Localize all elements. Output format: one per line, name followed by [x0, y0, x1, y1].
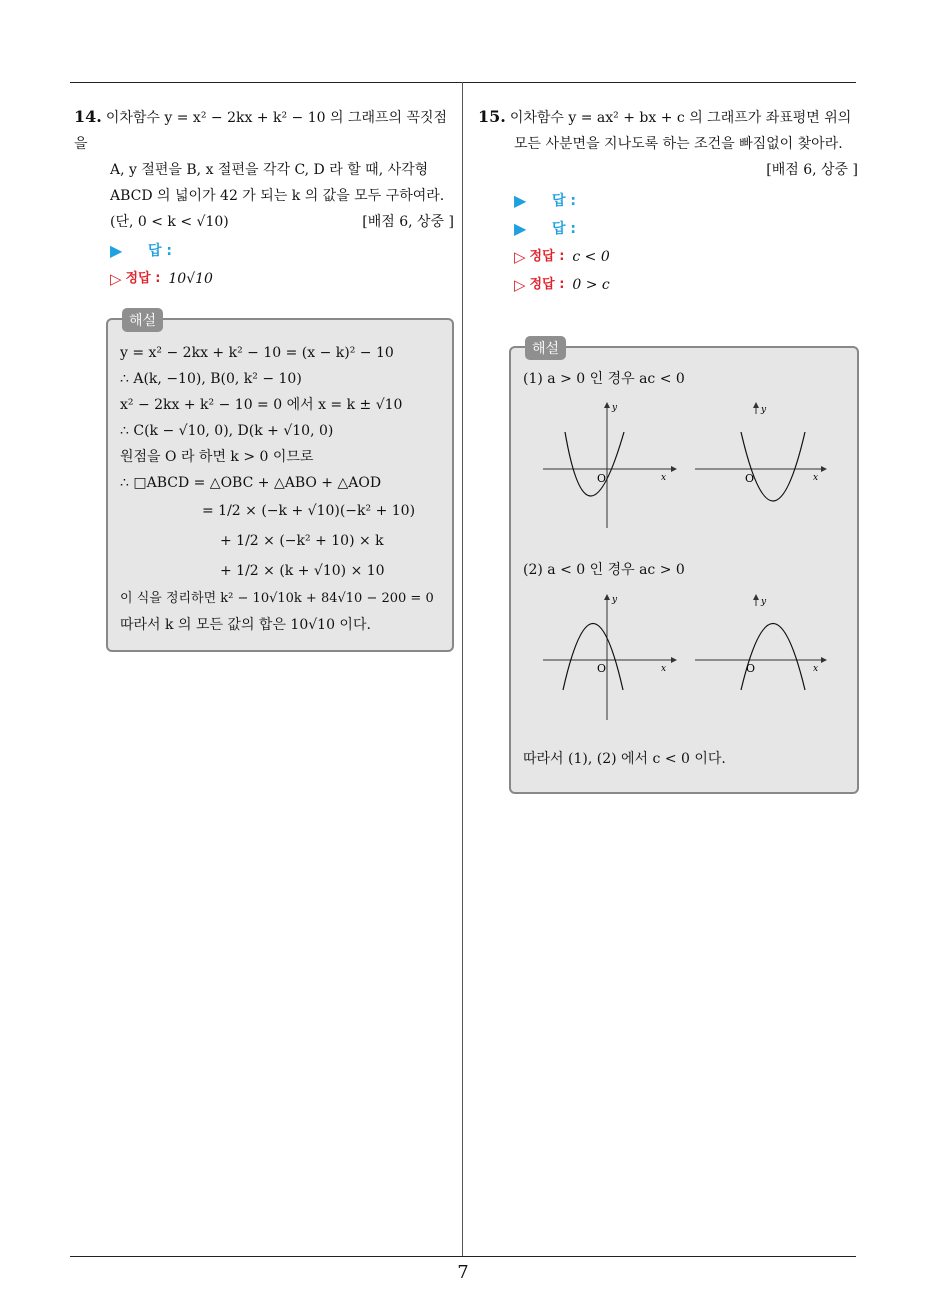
y-axis-arrow: [604, 402, 610, 408]
question-15-text: [478, 104, 858, 183]
x-axis-arrow: [671, 466, 677, 472]
score-label: [배점 6, 상중 ]: [362, 214, 454, 230]
correct-answer-row: [514, 271, 858, 299]
x-axis-label: x: [813, 473, 819, 483]
graph-case2-b: [693, 592, 833, 722]
solution-tag: 해설: [122, 308, 163, 332]
score-label: [배점 6, 상중 ]: [766, 162, 858, 178]
triangle-icon: ▶: [514, 191, 527, 210]
solution-line: + 1/2 × (−k² + 10) × k: [220, 533, 384, 549]
correct-value: 0 > c: [572, 277, 610, 293]
question-14: [74, 104, 454, 293]
correct-answer-row: [110, 265, 454, 293]
correct-label: 정답 :: [125, 271, 161, 286]
solution-tag: 해설: [525, 336, 566, 360]
solution-line: y = x² − 2kx + k² − 10 = (x − k)² − 10: [120, 345, 394, 361]
solution-box-14: [106, 313, 454, 652]
solution-line: 따라서 k 의 모든 값의 합은 10√10 이다.: [120, 617, 371, 633]
outline-triangle-icon: ▷: [110, 270, 122, 288]
solution-line: ∴ □ABCD = △OBC + △ABO + △AOD: [120, 475, 382, 491]
y-axis-label: y: [612, 595, 618, 605]
question-line: (단, 0 < k < √10): [110, 214, 229, 230]
solution-line: ∴ C(k − √10, 0), D(k + √10, 0): [120, 423, 334, 439]
x-axis-label: x: [661, 473, 667, 483]
y-axis-arrow: [604, 594, 610, 600]
page-number: 7: [457, 1262, 469, 1283]
y-axis-label: y: [761, 597, 767, 607]
outline-triangle-icon: ▷: [514, 248, 526, 266]
question-line: 이차함수 y = ax² + bx + c 의 그래프가 좌표평면 위의: [509, 110, 852, 126]
correct-answer-row: [514, 243, 858, 271]
conclusion: 따라서 (1), (2) 에서 c < 0 이다.: [523, 751, 726, 767]
column-divider: [462, 82, 463, 1257]
y-axis-label: y: [612, 403, 618, 413]
solution-box-15: [509, 341, 859, 794]
triangle-icon: ▶: [514, 219, 527, 238]
y-axis-arrow: [753, 402, 759, 408]
answer-label: 답 :: [148, 243, 172, 259]
top-rule: [70, 82, 856, 83]
x-axis-label: x: [813, 664, 819, 674]
origin-label: O: [746, 662, 756, 675]
parabola-curve: [741, 432, 805, 501]
y-axis-label: y: [761, 405, 767, 415]
y-axis-arrow: [753, 594, 759, 600]
question-number: 15.: [478, 107, 506, 126]
bottom-rule: [70, 1256, 856, 1257]
graph-case1-b: [693, 400, 833, 530]
answer-label: 답 :: [552, 193, 576, 209]
solution-line: + 1/2 × (k + √10) × 10: [220, 563, 385, 579]
parabola-curve: [565, 432, 624, 496]
solution-line: 이 식을 정리하면 k² − 10√10k + 84√10 − 200 = 0: [120, 591, 434, 606]
solution-line: ∴ A(k, −10), B(0, k² − 10): [120, 371, 302, 387]
parabola-curve: [741, 624, 805, 691]
question-line: 이차함수 y = x² − 2kx + k² − 10 의 그래프의 꼭짓점을: [74, 110, 448, 152]
question-line: 모든 사분면을 지나도록 하는 조건을 빠짐없이 찾아라.: [514, 136, 843, 152]
x-axis-arrow: [821, 657, 827, 663]
case-2-label: (2) a < 0 인 경우 ac > 0: [523, 562, 685, 578]
answer-row: [514, 187, 858, 215]
answer-row: [110, 237, 454, 265]
triangle-icon: ▶: [110, 241, 123, 260]
solution-line: = 1/2 × (−k + √10)(−k² + 10): [202, 503, 416, 519]
graph-case2-a: [541, 592, 681, 722]
correct-value: 10√10: [168, 271, 213, 287]
answer-label: 답 :: [552, 221, 576, 237]
x-axis-label: x: [661, 664, 667, 674]
x-axis-arrow: [671, 657, 677, 663]
question-line: ABCD 의 넓이가 42 가 되는 k 의 값을 모두 구하여라.: [110, 188, 445, 204]
answer-row: [514, 215, 858, 243]
case-1-label: (1) a > 0 인 경우 ac < 0: [523, 371, 685, 387]
correct-value: c < 0: [572, 249, 610, 265]
question-15: [478, 104, 858, 299]
solution-line: x² − 2kx + k² − 10 = 0 에서 x = k ± √10: [120, 397, 403, 413]
correct-label: 정답 :: [529, 249, 565, 264]
origin-label: O: [597, 472, 607, 485]
outline-triangle-icon: ▷: [514, 276, 526, 294]
solution-line: 원점을 O 라 하면 k > 0 이므로: [120, 449, 314, 465]
question-line: A, y 절편을 B, x 절편을 각각 C, D 라 할 때, 사각형: [110, 162, 429, 178]
question-14-text: [74, 104, 454, 235]
question-number: 14.: [74, 107, 102, 126]
origin-label: O: [745, 472, 755, 485]
origin-label: O: [597, 662, 607, 675]
graph-case1-a: [541, 400, 681, 530]
correct-label: 정답 :: [529, 277, 565, 292]
parabola-curve: [563, 624, 623, 691]
x-axis-arrow: [821, 466, 827, 472]
